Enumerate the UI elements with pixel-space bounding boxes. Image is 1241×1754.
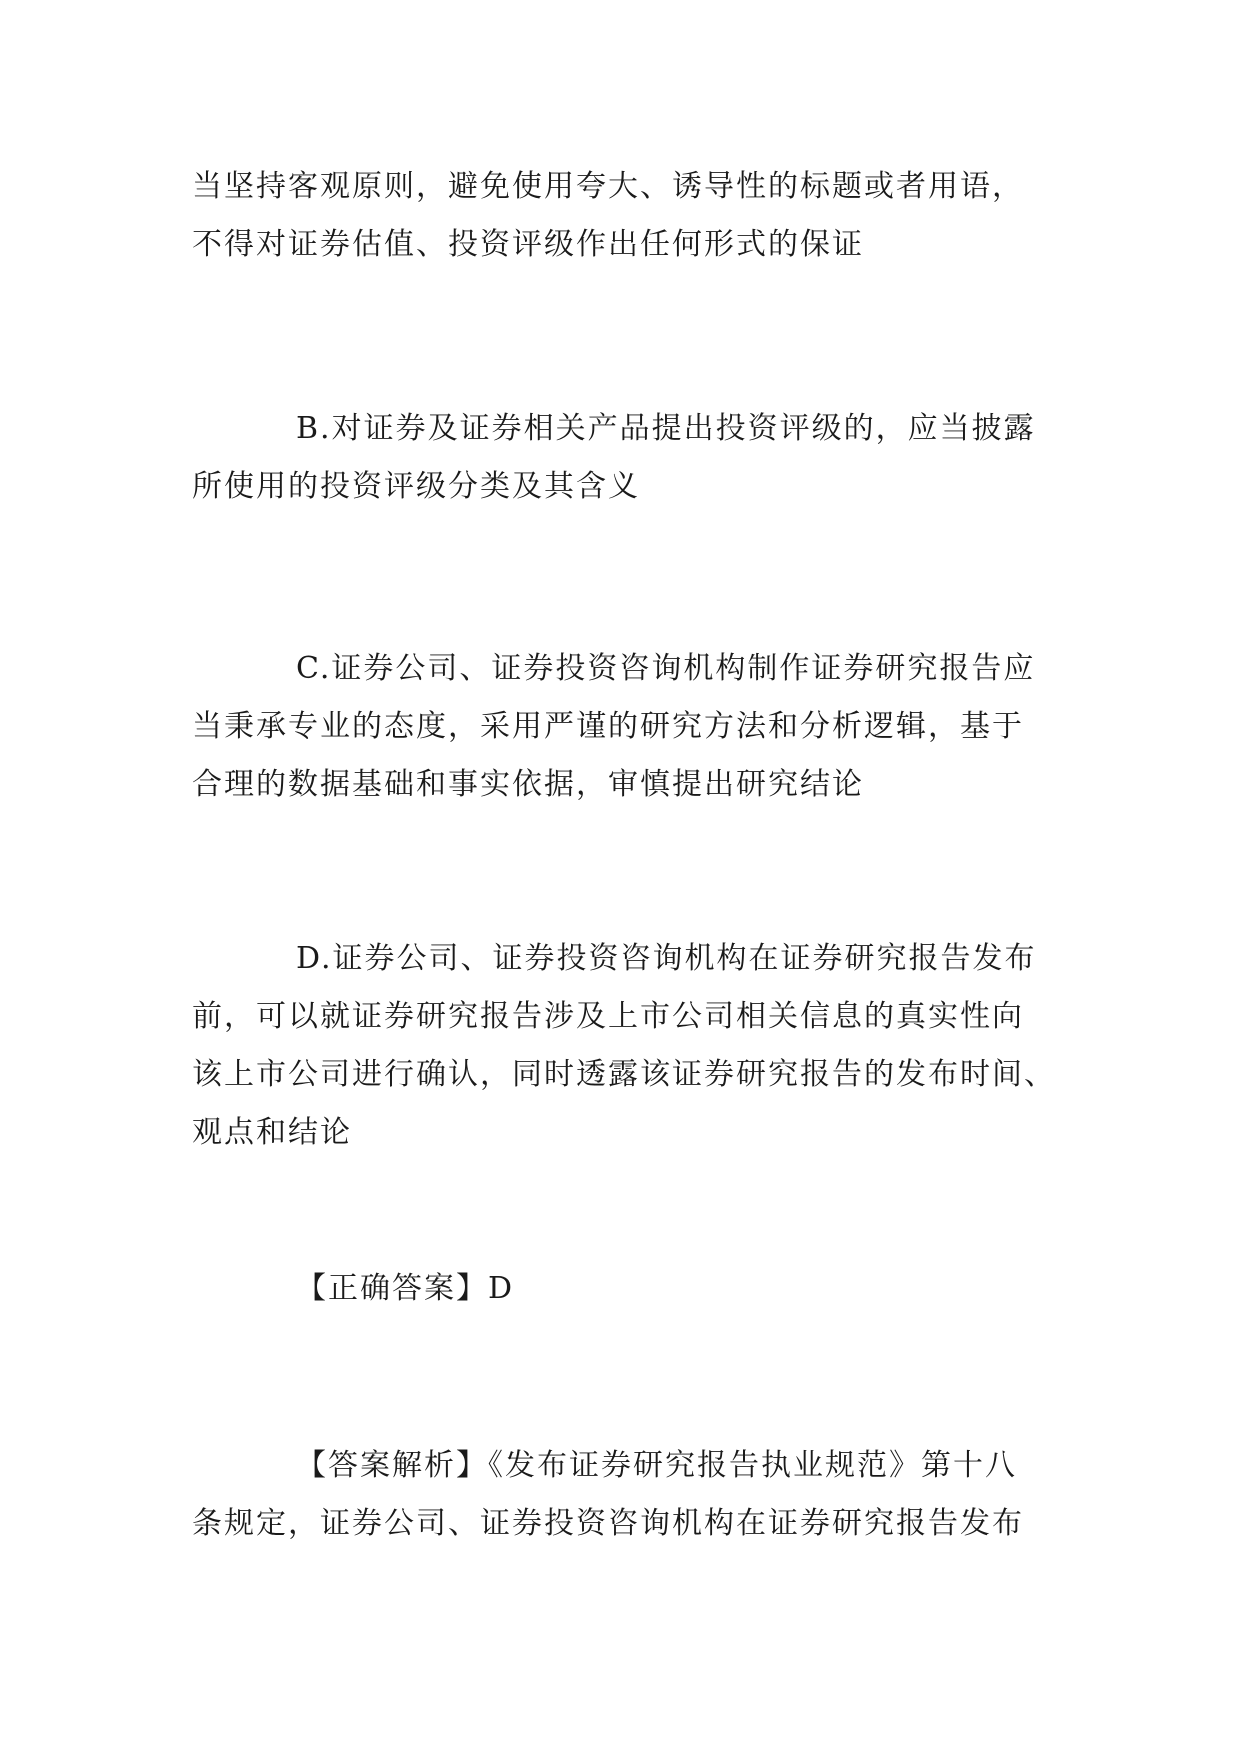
paragraph-line: D.证券公司、证券投资咨询机构在证券研究报告发布: [296, 941, 1037, 976]
answer-analysis-paragraph: [192, 1437, 1054, 1553]
paragraph-line: 所使用的投资评级分类及其含义: [192, 469, 640, 504]
paragraph-line: 当秉承专业的态度，采用严谨的研究方法和分析逻辑，基于: [192, 709, 1024, 744]
paragraph-line: 观点和结论: [192, 1115, 352, 1150]
paragraph-line: 【答案解析】《发布证券研究报告执业规范》第十八: [296, 1448, 1017, 1483]
paragraph-line: B.对证券及证券相关产品提出投资评级的，应当披露: [296, 411, 1036, 446]
paragraph-line: 前，可以就证券研究报告涉及上市公司相关信息的真实性向: [192, 999, 1024, 1034]
paragraph-line: 条规定，证券公司、证券投资咨询机构在证券研究报告发布: [192, 1506, 1024, 1541]
paragraph-line: 该上市公司进行确认，同时透露该证券研究报告的发布时间、: [192, 1057, 1056, 1092]
option-c-paragraph: [192, 640, 1054, 814]
paragraph-line: 当坚持客观原则，避免使用夸大、诱导性的标题或者用语，: [192, 169, 1024, 204]
paragraph-line: 合理的数据基础和事实依据，审慎提出研究结论: [192, 767, 864, 802]
paragraph-line: C.证券公司、证券投资咨询机构制作证券研究报告应: [296, 651, 1036, 686]
paragraph-line: 不得对证券估值、投资评级作出任何形式的保证: [192, 227, 864, 262]
option-a-continued-paragraph: [192, 158, 1054, 274]
paragraph-line: 【正确答案】D: [296, 1271, 515, 1306]
correct-answer-paragraph: [192, 1260, 1054, 1318]
option-b-paragraph: [192, 400, 1054, 516]
option-d-paragraph: [192, 930, 1054, 1162]
